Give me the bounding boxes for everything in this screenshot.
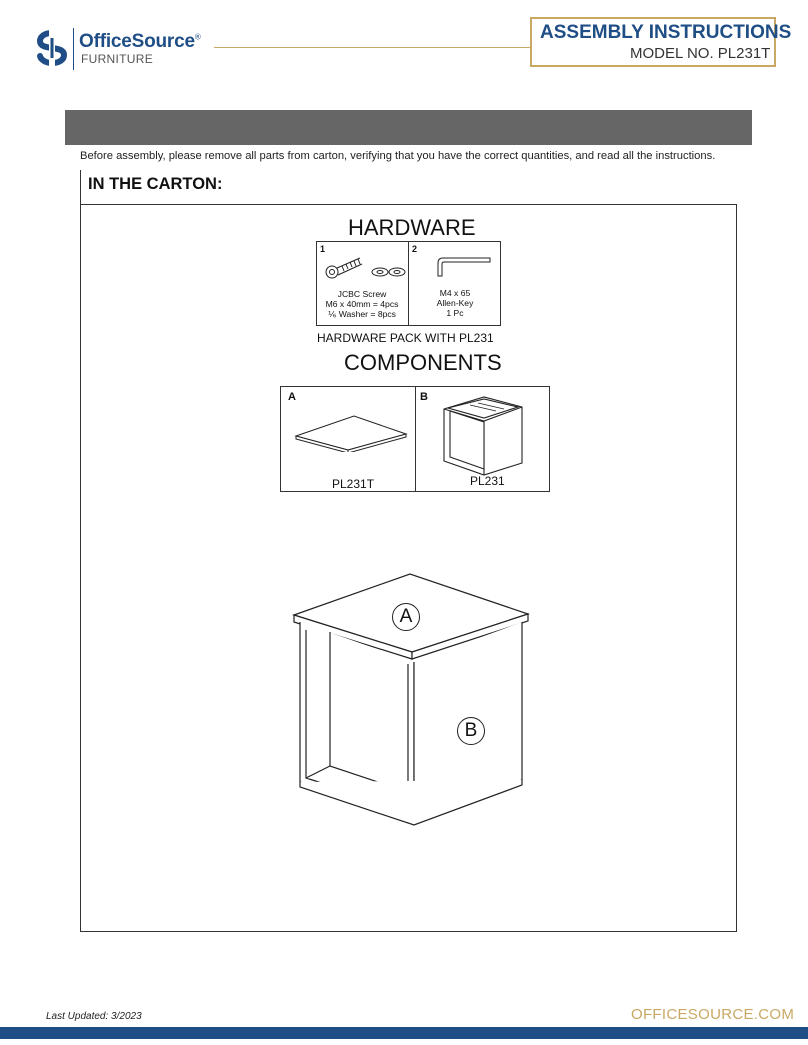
components-table-divider bbox=[415, 386, 416, 492]
model-number: MODEL NO. PL231T bbox=[630, 45, 771, 62]
hardware-item-number: 2 bbox=[412, 244, 418, 254]
component-label: PL231T bbox=[332, 477, 375, 491]
assembly-label-a: A bbox=[392, 603, 420, 631]
components-title: COMPONENTS bbox=[344, 350, 502, 375]
hardware-title: HARDWARE bbox=[348, 215, 476, 240]
brand-name: OfficeSource® bbox=[79, 31, 201, 52]
header-rule bbox=[214, 47, 530, 48]
carton-heading: IN THE CARTON: bbox=[88, 175, 223, 193]
screw-washer-icon bbox=[322, 252, 406, 284]
brand-subtitle: FURNITURE bbox=[81, 52, 154, 66]
last-updated: Last Updated: 3/2023 bbox=[46, 1011, 142, 1022]
logo-separator bbox=[73, 28, 74, 70]
website-link[interactable]: OFFICESOURCE.COM bbox=[631, 1006, 795, 1023]
component-letter: A bbox=[288, 391, 296, 403]
hardware-item-desc: JCBC Screw M6 x 40mm = 4pcs ⅙ Washer = 8pcs bbox=[325, 289, 399, 319]
top-panel-icon bbox=[294, 414, 408, 452]
intro-text: Before assembly, please remove all parts from carton, verifying that you have the correct quantities, and read all the instructions. bbox=[80, 150, 716, 162]
assembly-label-b: B bbox=[457, 717, 485, 745]
brand-logo-icon bbox=[36, 30, 68, 66]
allen-key-icon bbox=[432, 254, 494, 280]
footer-bar bbox=[0, 1027, 808, 1039]
carton-heading-rule bbox=[80, 170, 81, 205]
component-letter: B bbox=[420, 391, 428, 403]
hardware-item-number: 1 bbox=[320, 244, 326, 254]
hardware-item-desc: M4 x 65 Allen-Key 1 Pc bbox=[436, 288, 474, 318]
section-bar bbox=[65, 110, 752, 145]
hardware-pack-caption: HARDWARE PACK WITH PL231 bbox=[317, 331, 494, 345]
document-title: ASSEMBLY INSTRUCTIONS bbox=[540, 22, 792, 43]
component-label: PL231 bbox=[470, 474, 505, 488]
cube-cabinet-icon bbox=[440, 393, 526, 477]
